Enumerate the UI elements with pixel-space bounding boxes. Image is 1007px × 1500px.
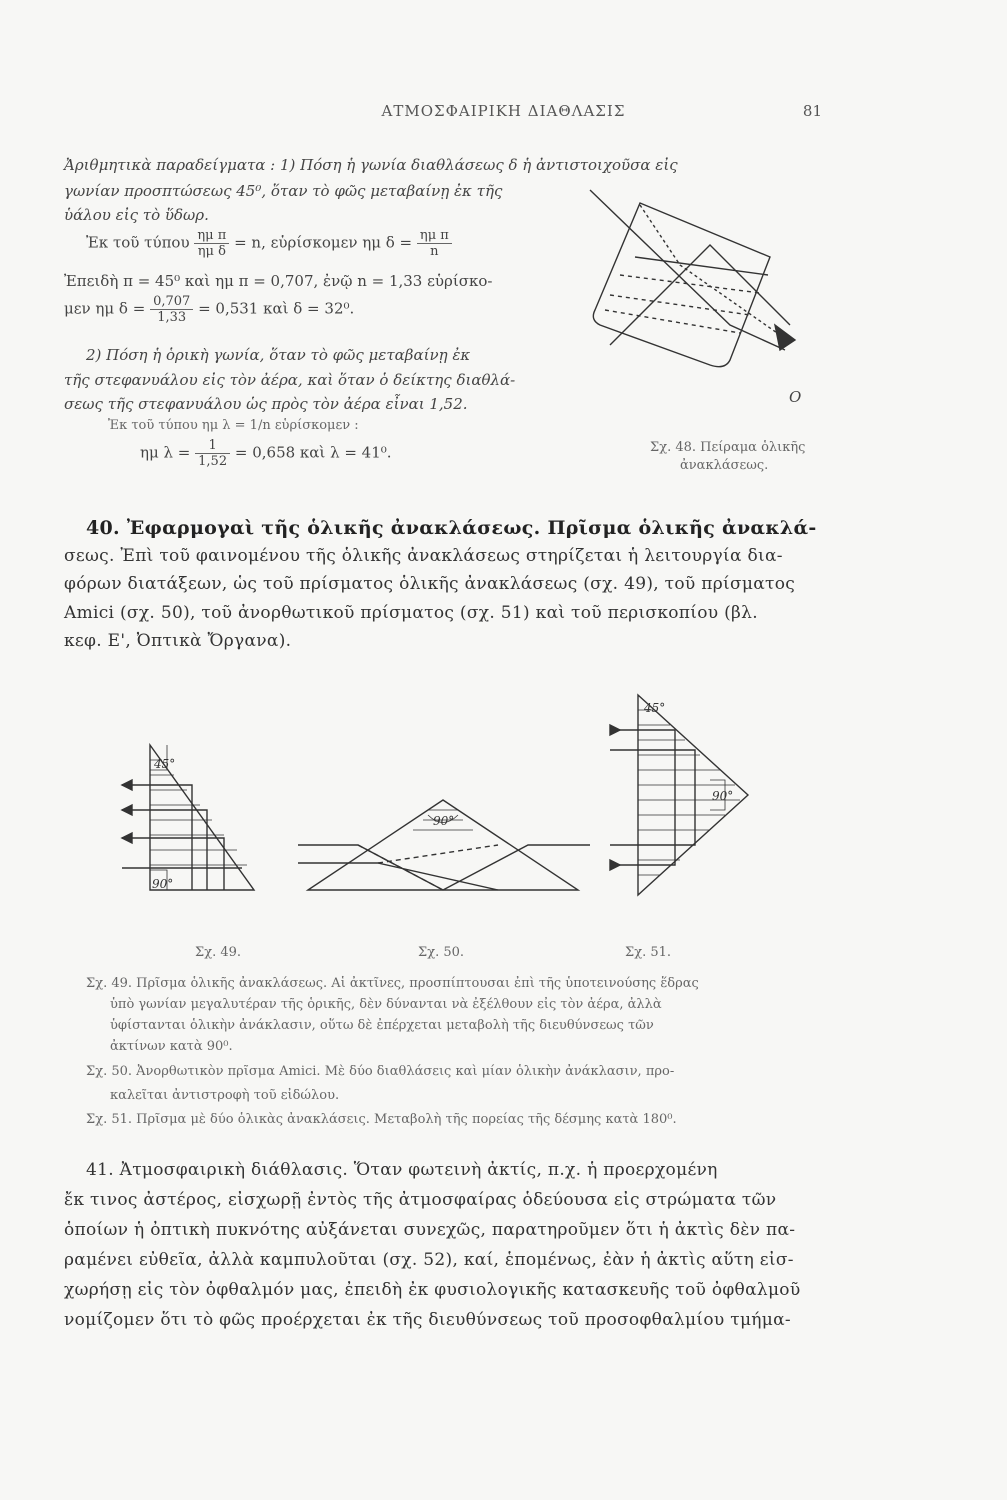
caption-49-line-1: Σχ. 49. Πρῖσμα ὁλικῆς ἀνακλάσεως. Αἱ ἀκτῖνες, προσπίπτουσαι ἐπὶ τῆς ὑποτεινούσης ἕδρας — [86, 976, 699, 991]
formula-3-numerator: 0,707 — [150, 294, 193, 310]
figure-50-label: Σχ. 50. — [418, 945, 465, 960]
angle-45-label-b: 45° — [644, 701, 666, 715]
prism-49-arrows — [122, 780, 132, 843]
section-40-line-5: κεφ. Ε', Ὀπτικὰ Ὄργανα). — [64, 631, 292, 651]
formula-5-denominator: 1,52 — [198, 454, 228, 469]
section-40-heading — [86, 517, 817, 539]
figure-48-caption-line-1: Σχ. 48. Πείραμα ὁλικῆς — [650, 440, 806, 455]
water-surface — [635, 257, 768, 275]
formula-3-suffix: = 0,531 καὶ δ = 32⁰. — [198, 299, 355, 318]
figure-48-caption-line-2: ἀνακλάσεως. — [680, 458, 769, 473]
caption-49-line-2: ὑπὸ γωνίαν μεγαλυτέραν τῆς ὁρικῆς, δὲν δύνανται νὰ ἐξέλθουν εἰς τὸν ἀέρα, ἀλλὰ — [110, 997, 662, 1012]
figure-49-label: Σχ. 49. — [195, 945, 242, 960]
formula-1-numerator: ημ π — [194, 228, 229, 244]
caption-49-line-4: ἀκτίνων κατὰ 90⁰. — [110, 1039, 233, 1054]
section-41-line-5: χωρήσῃ εἰς τὸν ὀφθαλμόν μας, ἐπειδὴ ἐκ φυσιολογικῆς κατασκευῆς τοῦ ὀφθαλμοῦ — [64, 1280, 801, 1300]
ray-2 — [640, 205, 780, 335]
section-40-title: 40. Ἐφαρμογαὶ τῆς ὁλικῆς ἀνακλάσεως. Πρῖσμα ὁλικῆς ἀνακλά- — [86, 517, 817, 539]
caption-49-line-3: ὑφίστανται ὁλικὴν ἀνάκλασιν, οὕτω δὲ ἐπέρχεται μεταβολὴ τῆς διευθύνσεως τῶν — [110, 1018, 654, 1033]
formula-line-5 — [140, 438, 392, 469]
formula-3-denominator: 1,33 — [157, 310, 187, 325]
figure-48-label-o: O — [789, 388, 802, 406]
formula-5-fraction — [195, 438, 230, 469]
formula-line-3 — [64, 294, 354, 325]
formula-1-denominator: ημ δ — [197, 244, 226, 259]
example-1-line-2: γωνίαν προσπτώσεως 45⁰, ὅταν τὸ φῶς μεταβαίνῃ ἐκ τῆς — [64, 182, 503, 200]
example-2-line-3: σεως τῆς στεφανυάλου ὡς πρὸς τὸν ἀέρα εἶναι 1,52. — [64, 395, 468, 413]
section-41-line-4: ραμένει εὐθεῖα, ἀλλὰ καμπυλοῦται (σχ. 52), καί, ἑπομένως, ἐὰν ἡ ἀκτὶς αὕτη εἰσ- — [64, 1250, 794, 1270]
example-2-line-2: τῆς στεφανυάλου εἰς τὸν ἀέρα, καὶ ὅταν ὁ δείκτης διαθλά- — [64, 371, 516, 389]
angle-90-label: 90° — [152, 877, 174, 891]
beaker-outline — [593, 203, 770, 367]
section-40-line-2: σεως. Ἐπὶ τοῦ φαινομένου τῆς ὁλικῆς ἀνακλάσεως στηρίζεται ἡ λειτουργία δια- — [64, 546, 783, 566]
formula-3-fraction — [150, 294, 193, 325]
formula-1-fraction — [194, 228, 229, 259]
formula-1-denominator-2: n — [430, 244, 439, 259]
prism-49-rays — [122, 785, 242, 890]
section-41-line-2: ἔκ τινος ἀστέρος, εἰσχωρῇ ἐντὸς τῆς ἀτμοσφαίρας ὁδεύουσα εἰς στρώματα τῶν — [64, 1190, 777, 1210]
running-title: ΑΤΜΟΣΦΑΙΡΙΚΗ ΔΙΑΘΛΑΣΙΣ — [381, 102, 626, 120]
prism-50-dashed-rays — [358, 845, 498, 890]
prism-51-rays — [610, 730, 695, 865]
section-41-heading: 41. Ἀτμοσφαιρικὴ διάθλασις. Ὅταν φωτεινὴ ἀκτίς, π.χ. ἡ προερχομένη — [86, 1160, 718, 1180]
caption-50-line-2: καλεῖται ἀντιστροφὴ τοῦ εἰδώλου. — [110, 1088, 340, 1103]
examples-intro-label: Ἀριθμητικὰ παραδείγματα : — [64, 156, 276, 174]
figure-50-amici-prism — [298, 795, 590, 900]
formula-line-4: Ἐκ τοῦ τύπου ημ λ = 1/n εὑρίσκομεν : — [108, 418, 359, 433]
formula-1-middle: = n, εὑρίσκομεν ημ δ = — [234, 233, 413, 252]
angle-90-label-c: 90° — [712, 789, 734, 803]
caption-50-line-1: Σχ. 50. Ἀνορθωτικὸν πρῖσμα Amici. Μὲ δύο διαθλάσεις καὶ μίαν ὁλικὴν ἀνάκλασιν, προ- — [86, 1064, 675, 1079]
formula-line-2: Ἐπειδὴ π = 45⁰ καὶ ημ π = 0,707, ἐνῷ n = 1,33 εὑρίσκο- — [64, 272, 493, 290]
prism-51-arrows — [610, 725, 620, 870]
page-number: 81 — [802, 102, 822, 120]
figure-51-label: Σχ. 51. — [625, 945, 672, 960]
formula-1-fraction-2 — [417, 228, 452, 259]
formula-5-numerator: 1 — [195, 438, 230, 454]
formula-line-1 — [86, 228, 452, 259]
formula-5-suffix: = 0,658 καὶ λ = 41⁰. — [234, 443, 392, 462]
formula-1-numerator-2: ημ π — [417, 228, 452, 244]
example-1-question: 1) Πόση ἡ γωνία διαθλάσεως δ ἡ ἀντιστοιχοῦσα εἰς — [279, 156, 678, 174]
section-40-line-3: φόρων διατάξεων, ὡς τοῦ πρίσματος ὁλικῆς ἀνακλάσεως (σχ. 49), τοῦ πρίσματος — [64, 574, 796, 594]
figure-51-prism — [600, 690, 765, 900]
section-41-line-3: ὁποίων ἡ ὀπτικὴ πυκνότης αὐξάνεται συνεχῶς, παρατηροῦμεν ὅτι ἡ ἀκτὶς δὲν πα- — [64, 1220, 796, 1240]
figure-49-prism — [112, 740, 262, 900]
example-2-line-1: 2) Πόση ἡ ὁρικὴ γωνία, ὅταν τὸ φῶς μεταβαίνῃ ἐκ — [86, 346, 471, 364]
formula-1-prefix: Ἐκ τοῦ τύπου — [86, 233, 190, 252]
ray-3 — [610, 245, 790, 345]
angle-90-label-b: 90° — [433, 814, 455, 828]
figure-48-beaker — [580, 185, 810, 405]
angle-45-label: 45° — [154, 757, 176, 771]
example-1-line-3: ὑάλου εἰς τὸ ὕδωρ. — [64, 206, 209, 224]
ray-1 — [590, 190, 785, 350]
section-41-line-6: νομίζομεν ὅτι τὸ φῶς προέρχεται ἐκ τῆς διευθύνσεως τοῦ προσοφθαλμίου τμήμα- — [64, 1310, 791, 1330]
formula-5-prefix: ημ λ = — [140, 443, 191, 462]
formula-3-prefix: μεν ημ δ = — [64, 299, 146, 318]
section-40-line-4: Amici (σχ. 50), τοῦ ἀνορθωτικοῦ πρίσματος (σχ. 51) καὶ τοῦ περισκοπίου (βλ. — [64, 603, 758, 623]
example-1-line-1 — [64, 156, 678, 174]
caption-51-line-1: Σχ. 51. Πρῖσμα μὲ δύο ὁλικὰς ἀνακλάσεις. Μεταβολὴ τῆς πορείας τῆς δέσμης κατὰ 180⁰. — [86, 1112, 677, 1127]
